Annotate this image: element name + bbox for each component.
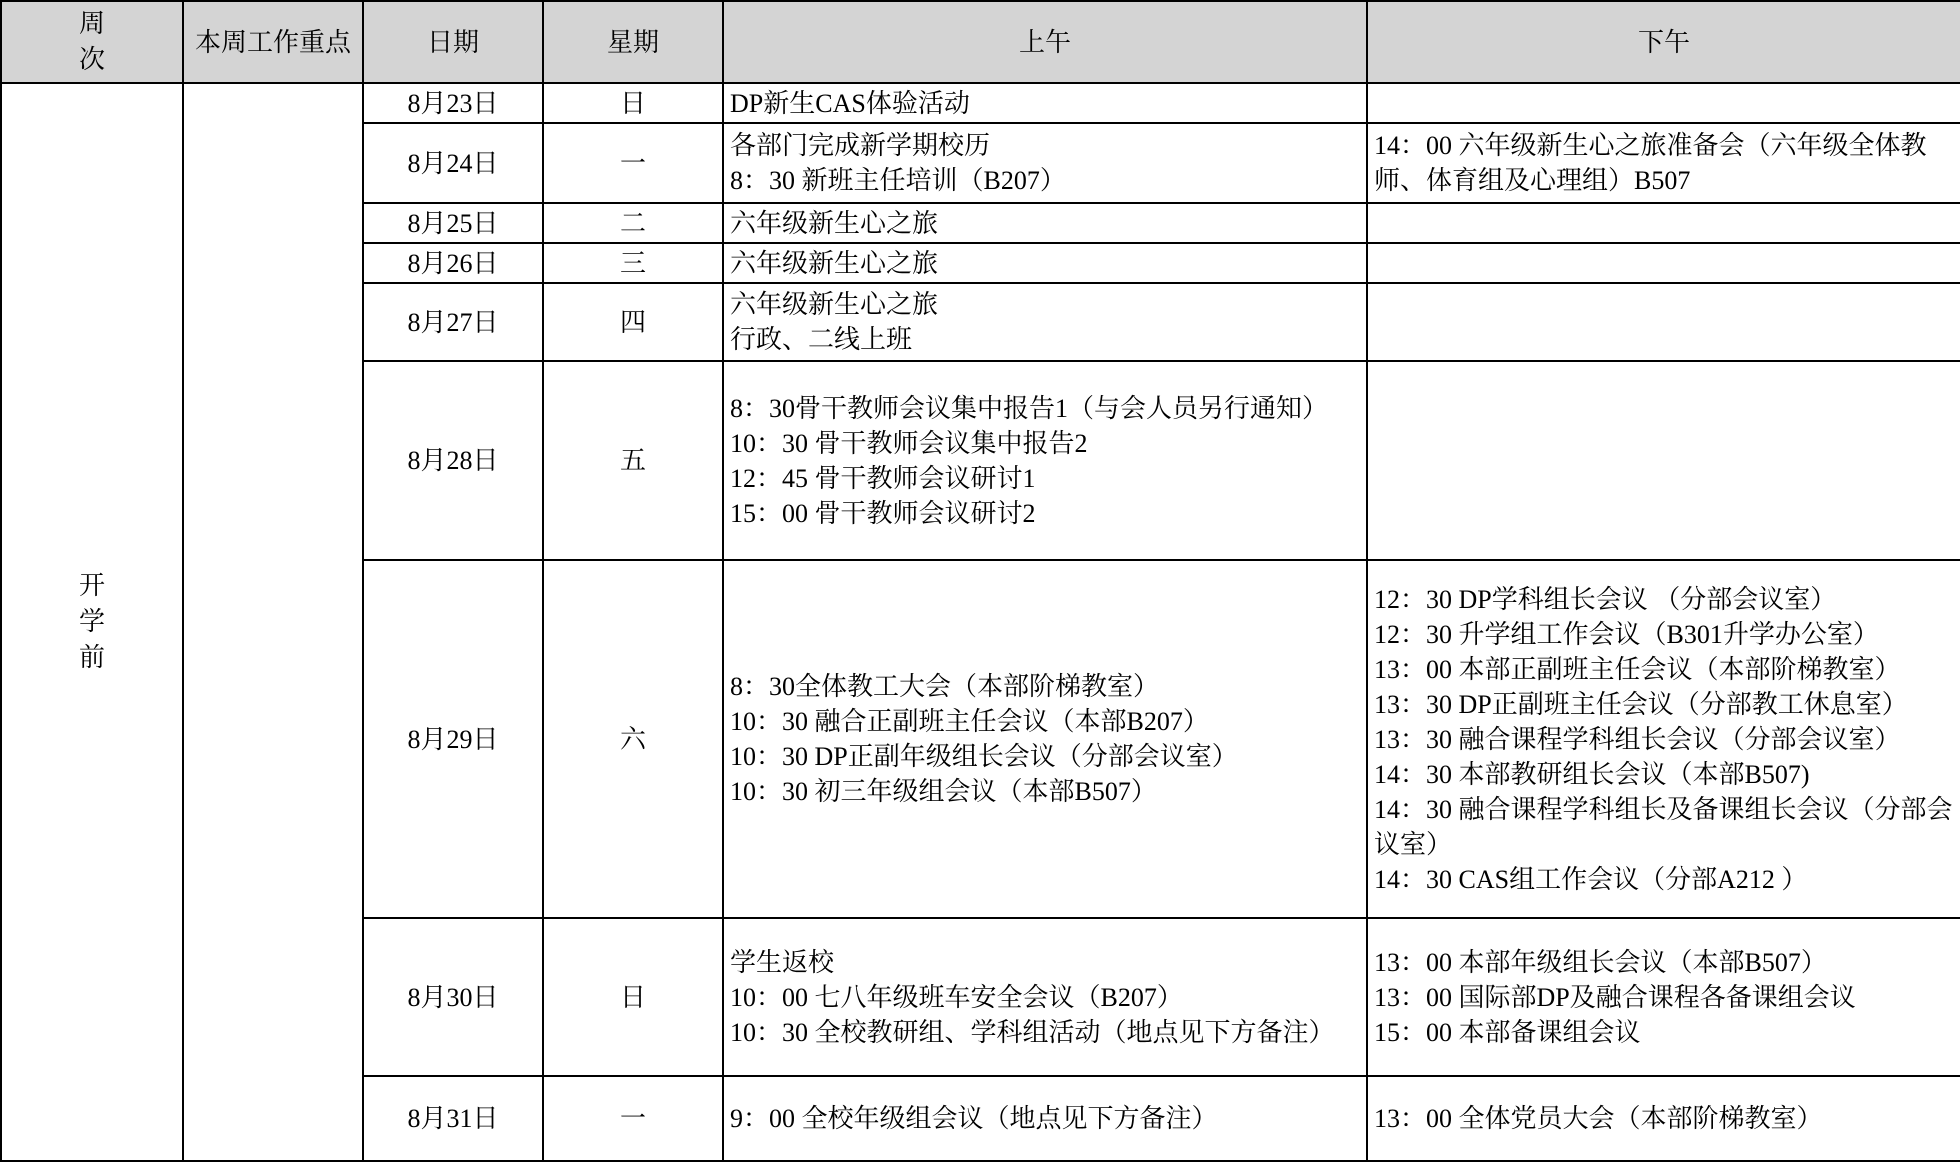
afternoon-cell bbox=[1367, 560, 1960, 918]
week-label-char-3: 前 bbox=[78, 643, 105, 672]
weekday-cell: 一 bbox=[543, 1076, 723, 1161]
afternoon-cell bbox=[1367, 283, 1960, 361]
weekday-cell: 三 bbox=[543, 243, 723, 283]
morning-activity: 12：45 骨干教师会议研讨1 bbox=[730, 463, 1036, 493]
date-cell: 8月24日 bbox=[363, 123, 543, 203]
date-cell: 8月23日 bbox=[363, 83, 543, 123]
weekday-cell: 六 bbox=[543, 560, 723, 918]
afternoon-activity: 13：00 本部年级组长会议（本部B507） bbox=[1374, 947, 1827, 977]
morning-cell bbox=[723, 123, 1367, 203]
morning-activity: 8：30全体教工大会（本部阶梯教室） bbox=[730, 672, 1160, 701]
morning-activity: 学生返校 bbox=[730, 947, 835, 977]
morning-activity: 10：30 全校教研组、学科组活动（地点见下方备注） bbox=[730, 1017, 1335, 1047]
afternoon-activity: 13：30 融合课程学科组长会议（分部会议室） bbox=[1374, 724, 1901, 754]
morning-cell bbox=[723, 283, 1367, 361]
afternoon-cell bbox=[1367, 1076, 1960, 1161]
date-cell: 8月26日 bbox=[363, 243, 543, 283]
header-morning: 上午 bbox=[723, 1, 1367, 83]
date-cell: 8月31日 bbox=[363, 1076, 543, 1161]
afternoon-cell bbox=[1367, 83, 1960, 123]
weekday-cell: 日 bbox=[543, 83, 723, 123]
morning-activity: 六年级新生心之旅 bbox=[730, 248, 939, 278]
header-weekday: 星期 bbox=[543, 1, 723, 83]
morning-cell bbox=[723, 203, 1367, 243]
header-date: 日期 bbox=[363, 1, 543, 83]
morning-cell bbox=[723, 361, 1367, 560]
afternoon-cell bbox=[1367, 361, 1960, 560]
weekday-cell: 二 bbox=[543, 203, 723, 243]
morning-activity: 10：30 初三年级组会议（本部B507） bbox=[730, 777, 1157, 806]
afternoon-cell bbox=[1367, 123, 1960, 203]
morning-activity: 各部门完成新学期校历 bbox=[730, 131, 991, 160]
morning-cell bbox=[723, 243, 1367, 283]
afternoon-activity: 14：30 本部教研组长会议（本部B507) bbox=[1374, 759, 1810, 789]
afternoon-activity: 13：30 DP正副班主任会议（分部教工休息室） bbox=[1374, 689, 1908, 719]
afternoon-activity: 14：30 CAS组工作会议（分部A212 ） bbox=[1374, 864, 1808, 894]
header-week-char-1: 周 bbox=[78, 9, 105, 38]
morning-activity: DP新生CAS体验活动 bbox=[730, 88, 970, 118]
date-cell: 8月27日 bbox=[363, 283, 543, 361]
header-row bbox=[1, 1, 1960, 83]
header-afternoon: 下午 bbox=[1367, 1, 1960, 83]
morning-activity: 15：00 骨干教师会议研讨2 bbox=[730, 498, 1036, 528]
afternoon-activity: 13：00 全体党员大会（本部阶梯教室） bbox=[1374, 1104, 1823, 1133]
focus-cell bbox=[183, 83, 363, 1161]
date-cell: 8月25日 bbox=[363, 203, 543, 243]
afternoon-activity: 15：00 本部备课组会议 bbox=[1374, 1017, 1641, 1047]
date-cell: 8月30日 bbox=[363, 918, 543, 1076]
afternoon-activity: 12：30 DP学科组长会议 （分部会议室） bbox=[1374, 584, 1837, 614]
afternoon-activity: 13：00 本部正副班主任会议（本部阶梯教室） bbox=[1374, 654, 1901, 684]
weekday-cell: 五 bbox=[543, 361, 723, 560]
afternoon-cell bbox=[1367, 243, 1960, 283]
afternoon-activity: 14：00 六年级新生心之旅准备会（六年级全体教师、体育组及心理组）B507 bbox=[1374, 131, 1927, 195]
morning-activity: 10：30 DP正副年级组长会议（分部会议室） bbox=[730, 742, 1238, 771]
header-focus: 本周工作重点 bbox=[183, 1, 363, 83]
weekday-cell: 一 bbox=[543, 123, 723, 203]
header-week bbox=[1, 1, 183, 83]
morning-cell bbox=[723, 1076, 1367, 1161]
morning-activity: 10：00 七八年级班车安全会议（B207） bbox=[730, 982, 1183, 1012]
date-cell: 8月29日 bbox=[363, 560, 543, 918]
morning-activity: 六年级新生心之旅 bbox=[730, 208, 939, 238]
week-label-char-2: 学 bbox=[78, 607, 105, 636]
week-label-cell bbox=[1, 83, 183, 1161]
morning-activity: 10：30 融合正副班主任会议（本部B207） bbox=[730, 707, 1209, 736]
morning-activity: 10：30 骨干教师会议集中报告2 bbox=[730, 428, 1088, 458]
weekday-cell: 四 bbox=[543, 283, 723, 361]
morning-activity: 8：30 新班主任培训（B207） bbox=[730, 166, 1066, 195]
table-row bbox=[1, 83, 1960, 123]
morning-activity: 8：30骨干教师会议集中报告1（与会人员另行通知） bbox=[730, 393, 1329, 423]
morning-activity: 六年级新生心之旅 bbox=[730, 290, 939, 319]
morning-cell bbox=[723, 560, 1367, 918]
afternoon-activity: 12：30 升学组工作会议（B301升学办公室） bbox=[1374, 619, 1879, 649]
afternoon-cell bbox=[1367, 203, 1960, 243]
afternoon-cell bbox=[1367, 918, 1960, 1076]
morning-activity: 9：00 全校年级组会议（地点见下方备注） bbox=[730, 1104, 1218, 1133]
afternoon-activity: 14：30 融合课程学科组长及备课组长会议（分部会议室） bbox=[1374, 794, 1953, 859]
afternoon-activity: 13：00 国际部DP及融合课程各备课组会议 bbox=[1374, 982, 1856, 1012]
week-label-char-1: 开 bbox=[78, 571, 105, 600]
weekday-cell: 日 bbox=[543, 918, 723, 1076]
schedule-body bbox=[1, 83, 1960, 1161]
header-week-char-2: 次 bbox=[78, 45, 105, 74]
date-cell: 8月28日 bbox=[363, 361, 543, 560]
morning-cell bbox=[723, 83, 1367, 123]
morning-activity: 行政、二线上班 bbox=[730, 325, 913, 354]
morning-cell bbox=[723, 918, 1367, 1076]
